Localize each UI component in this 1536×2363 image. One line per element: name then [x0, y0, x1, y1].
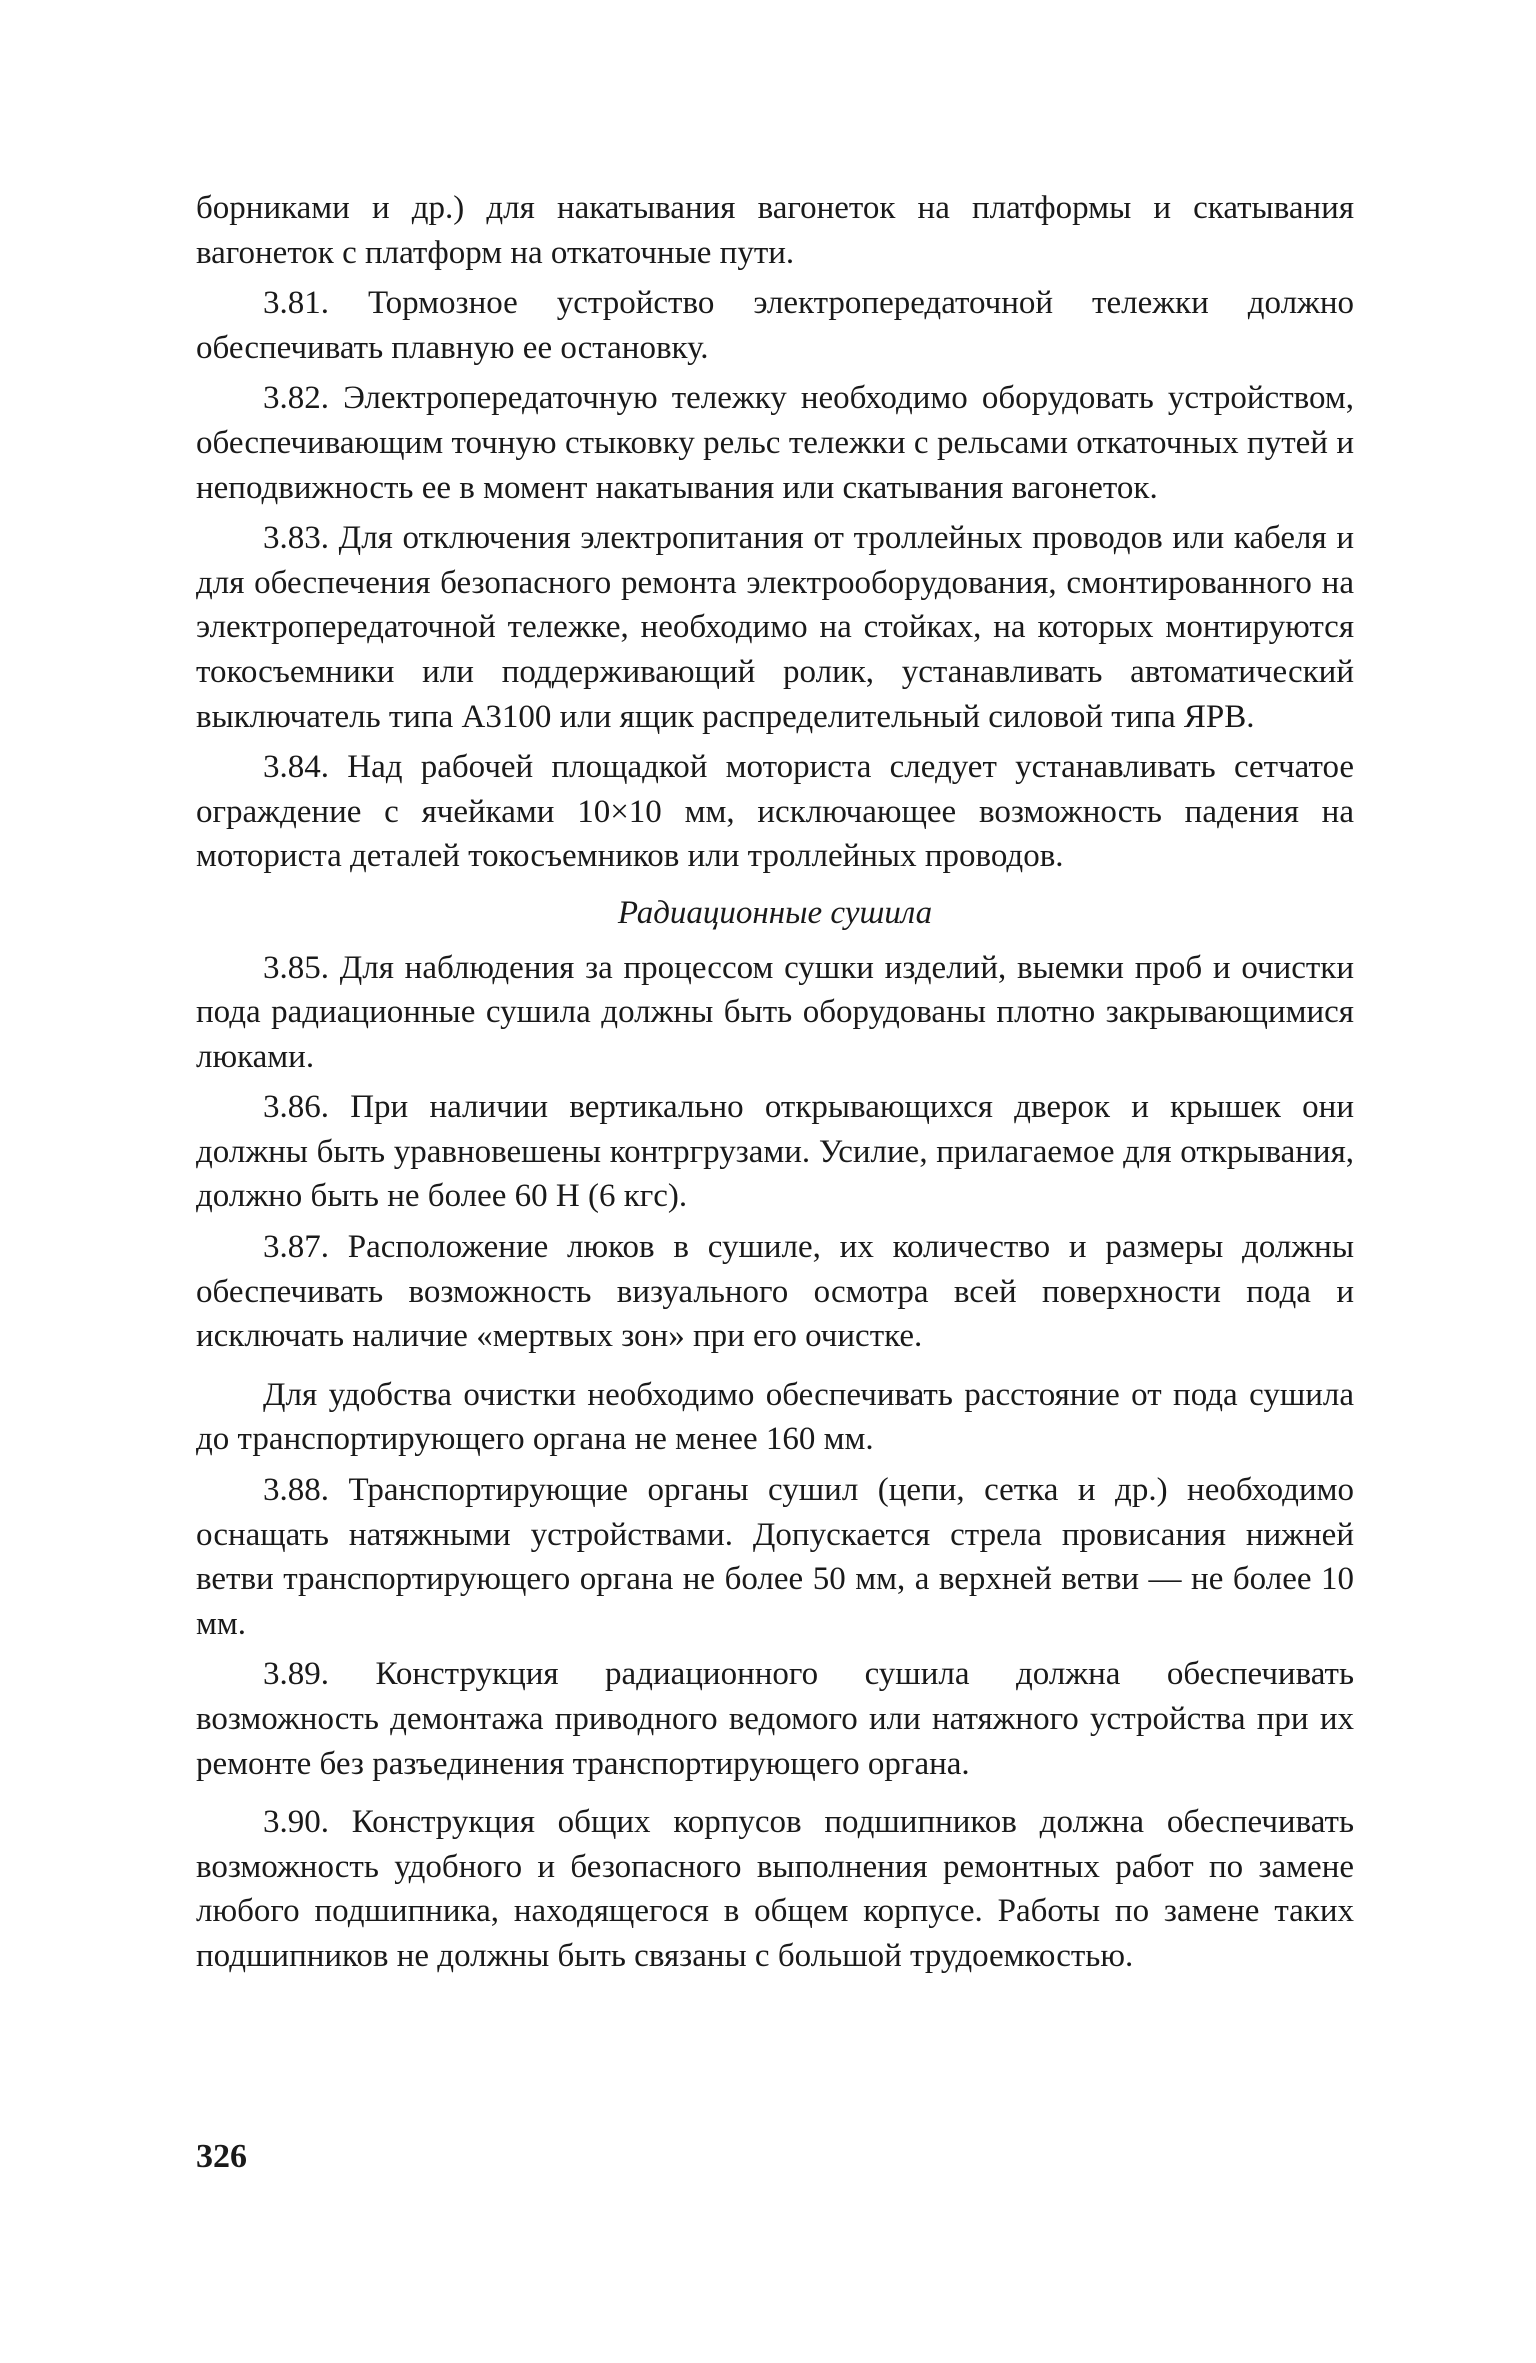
section-heading: Радиационные сушила: [617, 894, 933, 931]
paragraph-3-83: 3.83. Для отключения электропитания от троллейных проводов или кабеля и для обеспечения безопасного ремонта электрооборудования, смонтированного на электропередаточной тележке, необходимо на стойках, на которых монтируются токосъемники или поддерживающий ролик, устанавливать автоматический выключатель типа А3100 или ящик распределительный силовой типа ЯРВ.: [196, 520, 1354, 735]
paragraph-3-85: 3.85. Для наблюдения за процессом сушки изделий, выемки проб и очистки пода радиационные сушила должны быть оборудованы плотно закрывающимися люками.: [196, 949, 1354, 1075]
paragraph-3-81: 3.81. Тормозное устройство электропередаточной тележки должно обеспечивать плавную ее остановку.: [196, 285, 1354, 366]
paragraph-3-89: 3.89. Конструкция радиационного сушила должна обеспечивать возможность демонтажа приводного ведомого или натяжного устройства при их ремонте без разъединения транспортирующего органа.: [196, 1656, 1354, 1782]
document-page: [196, 186, 1354, 1979]
paragraph-cleaning-distance: Для удобства очистки необходимо обеспечивать расстояние от пода сушила до транспортирующего органа не менее 160 мм.: [196, 1376, 1354, 1458]
page-number: 326: [196, 2138, 247, 2175]
paragraph-3-82: 3.82. Электропередаточную тележку необходимо оборудовать устройством, обеспечивающим точную стыковку рельс тележки с рельсами откаточных путей и неподвижность ее в момент накатывания или скатывания вагонеток.: [196, 380, 1354, 506]
paragraph-3-84: 3.84. Над рабочей площадкой моториста следует устанавливать сетчатое ограждение с ячейками 10×10 мм, исключающее возможность падения на моториста деталей токосъемников или троллейных проводов.: [196, 749, 1354, 875]
paragraph-3-90: 3.90. Конструкция общих корпусов подшипников должна обеспечивать возможность удобного и безопасного выполнения ремонтных работ по замене любого подшипника, находящегося в общем корпусе. Работы по замене таких подшипников не должны быть связаны с большой трудоемкостью.: [196, 1804, 1354, 1974]
paragraph-3-87: 3.87. Расположение люков в сушиле, их количество и размеры должны обеспечивать возможность визуального осмотра всей поверхности пода и исключать наличие «мертвых зон» при его очистке.: [196, 1229, 1354, 1355]
paragraph-3-86: 3.86. При наличии вертикально открывающихся дверок и крышек они должны быть уравновешены контргрузами. Усилие, прилагаемое для открывания, должно быть не более 60 Н (6 кгс).: [196, 1089, 1354, 1215]
paragraph-3-88: 3.88. Транспортирующие органы сушил (цепи, сетка и др.) необходимо оснащать натяжными устройствами. Допускается стрела провисания нижней ветви транспортирующего органа не более 50 мм, а верхней ветви — не более 10 мм.: [196, 1472, 1354, 1642]
paragraph-continuation: борниками и др.) для накатывания вагонеток на платформы и скатывания вагонеток с платформ на откаточные пути.: [196, 190, 1354, 271]
